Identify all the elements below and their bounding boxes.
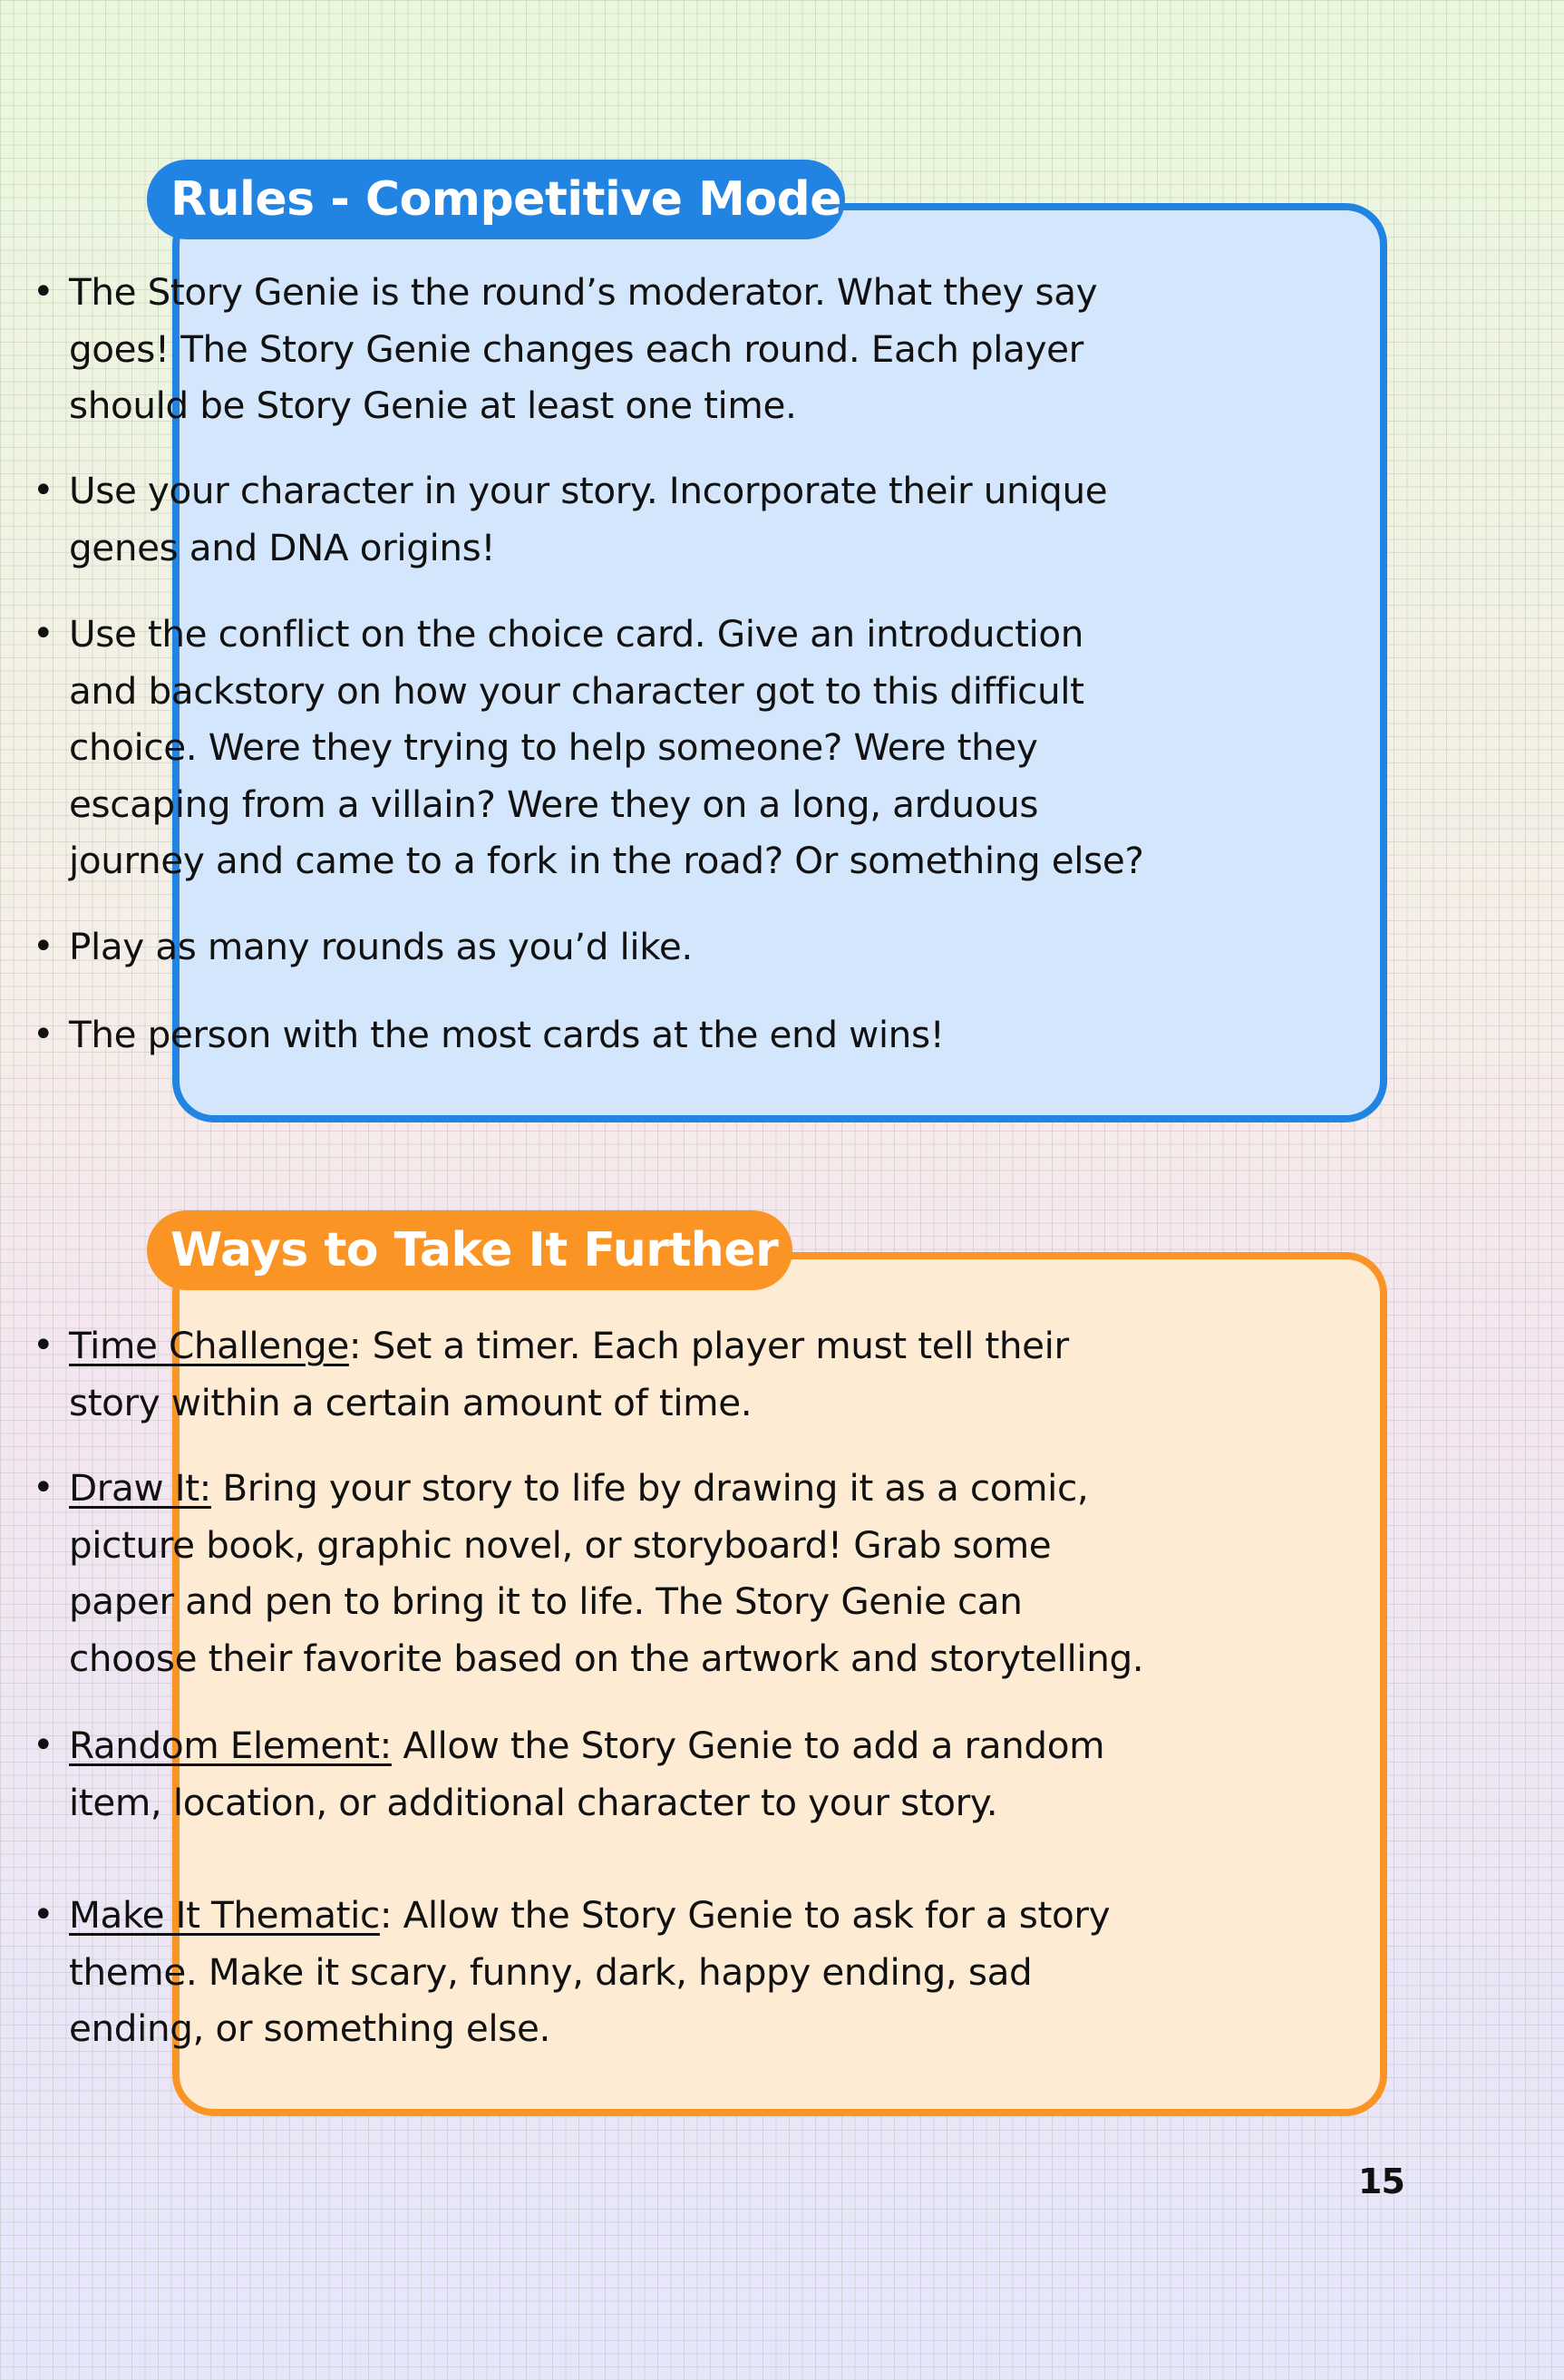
term-draw-it: Draw It: (69, 1466, 211, 1510)
list-item (0, 918, 1147, 976)
term-make-it-thematic: Make It Thematic (69, 1893, 380, 1937)
bullet: • (33, 613, 54, 655)
list-item (0, 606, 1147, 889)
bullet: • (33, 1325, 54, 1366)
list-item (0, 1460, 1147, 1686)
list-item (0, 264, 1147, 434)
rule-text: The person with the most cards at the end wins! (69, 1013, 945, 1056)
bullet: • (33, 271, 54, 313)
further-description: Allow the Story Genie to add a random item, location, or additional character to your story. (69, 1724, 1105, 1824)
term-separator: : (379, 1893, 393, 1937)
further-title: Ways to Take It Further (147, 1210, 792, 1290)
rule-text: Use the conflict on the choice card. Give an introduction and backstory on how your character got to this difficult choice. Were they trying to help someone? Were they escaping from a villain? Were they on a long, arduous journey and came to a fork in the road? Or something else? (69, 612, 1144, 882)
rule-text: The Story Genie is the round’s moderator. What they say goes! The Story Genie changes each round. Each player should be Story Genie at least one time. (69, 270, 1098, 427)
bullet: • (33, 926, 54, 967)
term-random-element: Random Element: (69, 1724, 392, 1767)
list-item (0, 1717, 1147, 1831)
further-description: Set a timer. Each player must tell their story within a certain amount of time. (69, 1324, 1069, 1424)
further-description: Allow the Story Genie to ask for a story theme. Make it scary, funny, dark, happy ending, sad ending, or something else. (69, 1893, 1111, 2050)
term-separator: : (348, 1324, 362, 1367)
further-text (69, 1317, 1147, 1431)
rule-text: Play as many rounds as you’d like. (69, 925, 693, 968)
further-description: Bring your story to life by drawing it as a comic, picture book, graphic novel, or storyboard! Grab some paper and pen to bring it to life. The Story Genie can choose their favorite based on the artwork and storytelling. (69, 1466, 1144, 1680)
rule-text: Use your character in your story. Incorporate their unique genes and DNA origins! (69, 469, 1108, 569)
further-text (69, 1717, 1147, 1831)
page-number: 15 (1358, 2161, 1404, 2201)
bullet: • (33, 1724, 54, 1766)
list-item (0, 1317, 1147, 1431)
list-item (0, 1887, 1147, 2057)
term-time-challenge: Time Challenge (69, 1324, 349, 1367)
bullet: • (33, 1894, 54, 1936)
bullet: • (33, 1014, 54, 1055)
further-text (69, 1460, 1147, 1686)
list-item (0, 462, 1147, 576)
bullet: • (33, 1467, 54, 1509)
bullet: • (33, 470, 54, 511)
list-item (0, 1006, 1147, 1064)
further-text (69, 1887, 1147, 2057)
rules-title: Rules - Competitive Mode (147, 160, 845, 239)
